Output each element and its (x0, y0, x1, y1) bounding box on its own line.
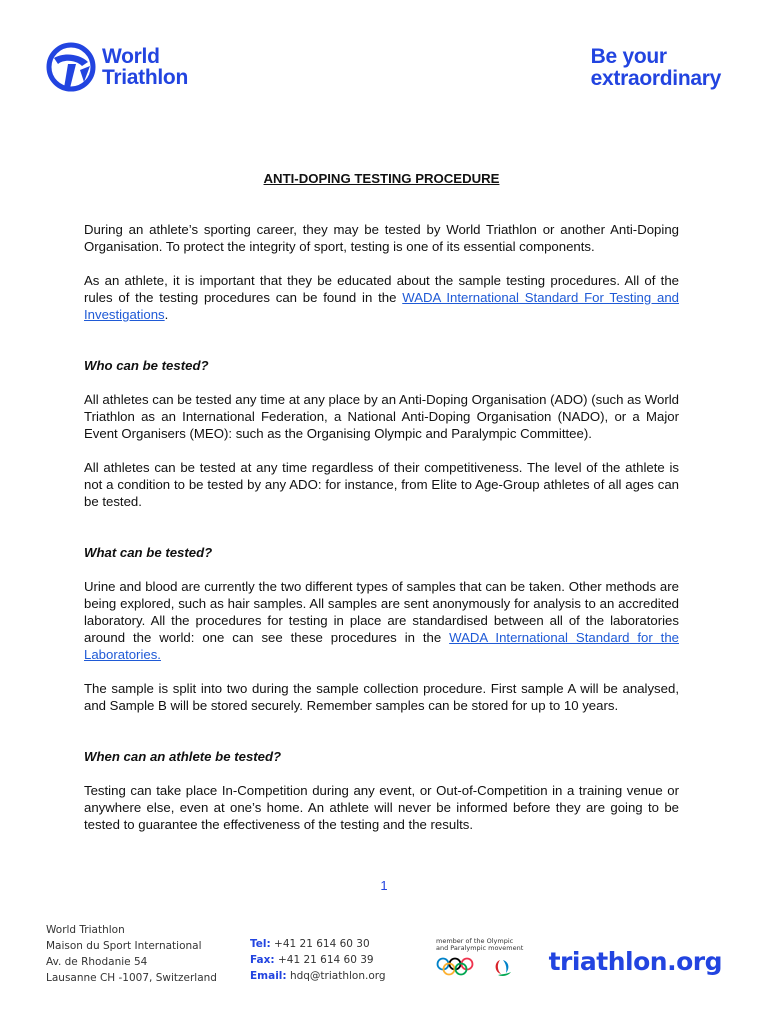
olympic-rings-icon (438, 959, 473, 975)
footer (46, 922, 722, 992)
email-value[interactable]: hdq@triathlon.org (286, 970, 386, 982)
footer-email (250, 968, 386, 984)
section-heading-when: When can an athlete be tested? (84, 749, 282, 764)
tagline-line2: extraordinary (590, 67, 721, 90)
footer-tel (250, 936, 386, 952)
what-paragraph-2: The sample is split into two during the sample collection procedure. First sample A will be analysed, and Sample B will be stored securely. Remember samples can be stored for up to 10 years. (84, 681, 679, 713)
footer-address-line2: Av. de Rhodanie 54 (46, 956, 148, 968)
tel-label: Tel: (250, 938, 271, 950)
wada-testing-standard-link[interactable]: WADA International Standard For Testing and Investigations (84, 290, 679, 322)
footer-contact (250, 936, 386, 984)
world-triathlon-logo-icon (46, 42, 96, 92)
section-heading-who: Who can be tested? (84, 358, 209, 373)
logo-text-line2: Triathlon (102, 66, 188, 89)
intro-paragraph-1: During an athlete’s sporting career, they may be tested by World Triathlon or another Anti-Doping Organisation. To protect the integrity of sport, testing is one of its essential components. (84, 222, 679, 254)
tel-value: +41 21 614 60 30 (270, 938, 370, 950)
wada-laboratories-standard-link[interactable]: WADA International Standard for the Laboratories. (84, 630, 679, 662)
fax-value: +41 21 614 60 39 (274, 954, 374, 966)
fax-label: Fax: (250, 954, 275, 966)
email-label: Email: (250, 970, 287, 982)
footer-address-line3: Lausanne CH -1007, Switzerland (46, 972, 217, 984)
what-paragraph-1-text: Urine and blood are currently the two different types of samples that can be taken. Other methods are being explored, such as hair samples. All samples are sent anonymously for analysis to an accredited laboratory. All the procedures for testing in place are standardised between all of the laboratories around the world: one can see these procedures in the (84, 579, 679, 645)
olympic-membership (436, 938, 526, 978)
who-paragraph-2: All athletes can be tested at any time regardless of their competitiveness. The level of the athlete is not a condition to be tested by any ADO: for instance, from Elite to Age-Group athletes of all ages can be tested. (84, 460, 679, 509)
section-heading-what: What can be tested? (84, 545, 213, 560)
footer-address-line1: Maison du Sport International (46, 940, 202, 952)
footer-address (46, 922, 217, 986)
olympic-text-line2: and Paralympic movement (436, 944, 524, 952)
document-title: ANTI-DOPING TESTING PROCEDURE (263, 171, 500, 186)
olympic-logos (436, 956, 526, 978)
intro-paragraph-2-end: . (164, 307, 169, 322)
tagline (591, 46, 721, 90)
paralympic-agitos-icon (496, 960, 511, 976)
footer-org-name: World Triathlon (46, 924, 125, 936)
intro-paragraph-2-text: As an athlete, it is important that they be educated about the sample testing procedures. All of the rules of the testing procedures can be found in the (84, 273, 679, 305)
when-paragraph-1: Testing can take place In-Competition during any event, or Out-of-Competition in a training venue or anywhere else, even at one’s home. An athlete will never be informed before they are going to be tested to guarantee the effectiveness of the testing and the results. (84, 783, 679, 832)
world-triathlon-logo (46, 42, 188, 92)
logo-text-line1: World (102, 45, 160, 68)
page-number: 1 (380, 878, 388, 893)
footer-fax (250, 952, 386, 968)
who-paragraph-1: All athletes can be tested any time at any place by an Anti-Doping Organisation (ADO) (such as World Triathlon as an International Federation, a National Anti-Doping Organisation (NADO), or a Major Event Organisers (MEO): such as the Organising Olympic and Paralympic Committee). (84, 392, 679, 441)
tagline-line1: Be your (590, 45, 667, 68)
what-paragraph-1 (84, 578, 679, 663)
intro-paragraph-2 (84, 272, 679, 323)
olympic-text-line1: member of the Olympic (436, 937, 514, 945)
website-url[interactable]: triathlon.org (548, 947, 722, 976)
document-body (84, 170, 679, 850)
